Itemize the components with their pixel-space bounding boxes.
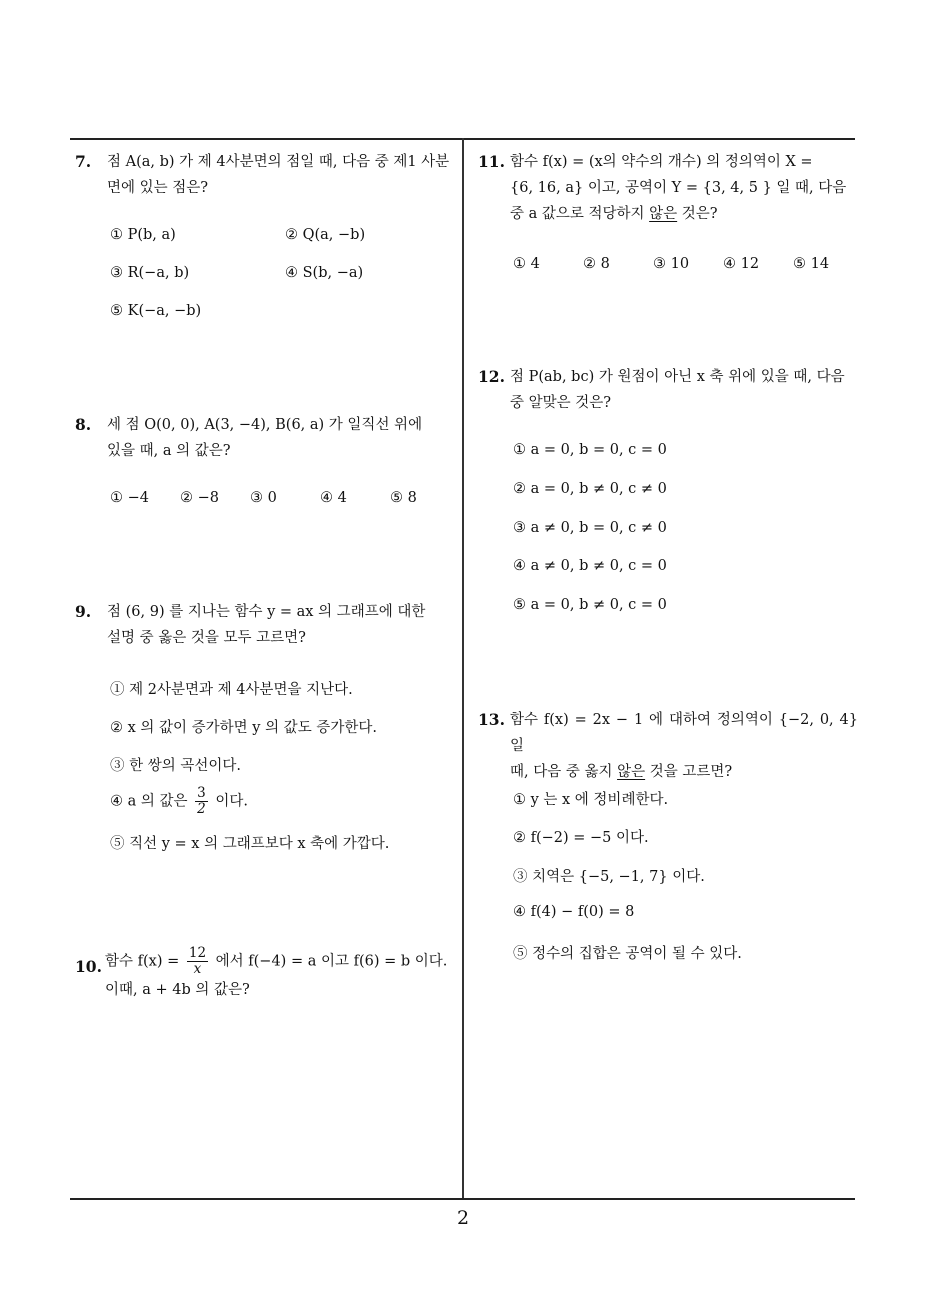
q9-option-4-tail: 이다. (215, 793, 248, 810)
question-text: 함수 f(x) = 2x − 1 에 대하여 정의역이 {−2, 0, 4} 일 때, 다음 중 옳지 않은 것을 고르면? (510, 712, 858, 780)
question-number: 11. (478, 152, 505, 171)
q11-option-5[interactable]: ⑤ 14 (793, 256, 830, 272)
q12-option-2[interactable]: ② a = 0, b ≠ 0, c ≠ 0 (513, 481, 667, 497)
fraction-numerator: 12 (188, 945, 207, 961)
q7-option-3[interactable]: ③ R(−a, b) (110, 265, 190, 281)
q11-option-4[interactable]: ④ 12 (723, 256, 760, 272)
question-8 (75, 412, 457, 464)
question-number: 10. (75, 957, 102, 976)
question-10 (75, 946, 457, 1003)
underlined-word: 않은 (617, 764, 646, 780)
q13-option-3[interactable]: ③ 치역은 {−5, −1, 7} 이다. (513, 869, 705, 885)
question-number: 13. (478, 710, 505, 729)
q7-option-2[interactable]: ② Q(a, −b) (285, 227, 366, 243)
q8-option-1[interactable]: ① −4 (110, 490, 149, 506)
question-13 (478, 707, 858, 785)
q9-option-1[interactable]: ① 제 2사분면과 제 4사분면을 지난다. (110, 682, 353, 698)
question-text: 점 A(a, b) 가 제 4사분면의 점일 때, 다음 중 제1 사분 면에 있는 점은? (107, 154, 450, 196)
question-11 (478, 149, 858, 227)
page-number: 2 (456, 1207, 470, 1229)
fraction-denominator: x (193, 961, 202, 977)
question-number: 12. (478, 367, 505, 386)
q12-option-5[interactable]: ⑤ a = 0, b ≠ 0, c = 0 (513, 597, 667, 613)
question-text: 함수 f(x) = $\frac{12}{x}$ 에서 f(−4) = a 이고 f(6) = b 이다. 이때, a + 4b 의 값은? (105, 945, 448, 998)
q13-option-1[interactable]: ① y 는 x 에 정비례한다. (513, 792, 669, 808)
column-divider (462, 138, 464, 1200)
fraction-denominator: 2 (197, 801, 206, 817)
question-text: 점 P(ab, bc) 가 원점이 아닌 x 축 위에 있을 때, 다음 중 알맞은 것은? (510, 369, 845, 411)
q9-option-4[interactable] (110, 786, 248, 817)
fraction (195, 786, 208, 817)
q13-option-4[interactable]: ④ f(4) − f(0) = 8 (513, 904, 635, 920)
q11-option-1[interactable]: ① 4 (513, 256, 540, 272)
question-number: 8. (75, 415, 92, 434)
q8-option-4[interactable]: ④ 4 (320, 490, 347, 506)
q8-option-5[interactable]: ⑤ 8 (390, 490, 417, 506)
q9-option-2[interactable]: ② x 의 값이 증가하면 y 의 값도 증가한다. (110, 720, 377, 736)
q7-option-4[interactable]: ④ S(b, −a) (285, 265, 364, 281)
fraction-numerator: 3 (197, 785, 206, 801)
question-text: 점 (6, 9) 를 지나는 함수 y = ax 의 그래프에 대한 설명 중 옳은 것을 모두 고르면? (107, 604, 426, 646)
fraction (187, 946, 208, 977)
q13-option-5[interactable]: ⑤ 정수의 집합은 공역이 될 수 있다. (513, 946, 742, 962)
q12-option-3[interactable]: ③ a ≠ 0, b = 0, c ≠ 0 (513, 520, 667, 536)
question-text: 세 점 O(0, 0), A(3, −4), B(6, a) 가 일직선 위에 있을 때, a 의 값은? (107, 417, 423, 459)
q11-option-2[interactable]: ② 8 (583, 256, 610, 272)
question-9 (75, 599, 457, 651)
q9-option-4-text: ④ a 의 값은 (110, 793, 188, 810)
q12-option-4[interactable]: ④ a ≠ 0, b ≠ 0, c = 0 (513, 558, 667, 574)
q7-option-1[interactable]: ① P(b, a) (110, 227, 176, 243)
question-number: 7. (75, 152, 92, 171)
q11-option-3[interactable]: ③ 10 (653, 256, 690, 272)
q8-option-2[interactable]: ② −8 (180, 490, 219, 506)
q13-option-2[interactable]: ② f(−2) = −5 이다. (513, 830, 649, 846)
question-7 (75, 149, 457, 201)
q9-option-5[interactable]: ⑤ 직선 y = x 의 그래프보다 x 축에 가깝다. (110, 836, 390, 852)
q7-option-5[interactable]: ⑤ K(−a, −b) (110, 303, 202, 319)
q9-option-3[interactable]: ③ 한 쌍의 곡선이다. (110, 758, 241, 774)
question-text: 함수 f(x) = (x의 약수의 개수) 의 정의역이 X = {6, 16, a} 이고, 공역이 Y = {3, 4, 5 } 일 때, 다음 중 a 값으로 적당하지 않은 것은? (510, 154, 847, 222)
q12-option-1[interactable]: ① a = 0, b = 0, c = 0 (513, 442, 667, 458)
question-number: 9. (75, 602, 92, 621)
bottom-rule (70, 1198, 855, 1200)
question-12 (478, 364, 858, 416)
underlined-word: 않은 (649, 206, 678, 222)
q8-option-3[interactable]: ③ 0 (250, 490, 277, 506)
